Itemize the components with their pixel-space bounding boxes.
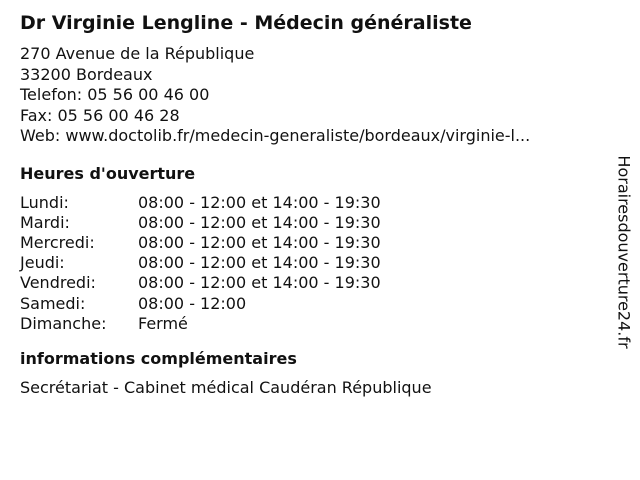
extra-info-text: Secrétariat - Cabinet médical Caudéran République bbox=[20, 377, 432, 397]
hours-day: Samedi: bbox=[20, 293, 86, 313]
hours-time: 08:00 - 12:00 et 14:00 - 19:30 bbox=[138, 273, 381, 293]
hours-heading: Heures d'ouverture bbox=[20, 163, 196, 183]
hours-row bbox=[20, 233, 381, 253]
hours-time: 08:00 - 12:00 et 14:00 - 19:30 bbox=[138, 253, 381, 273]
hours-time: Fermé bbox=[138, 313, 188, 333]
hours-row bbox=[20, 273, 381, 293]
hours-row bbox=[20, 193, 381, 213]
hours-day: Jeudi: bbox=[20, 253, 65, 273]
address-line-1: 270 Avenue de la République bbox=[20, 44, 255, 63]
hours-row bbox=[20, 294, 381, 314]
extra-info-heading: informations complémentaires bbox=[20, 348, 297, 368]
doctor-card bbox=[20, 10, 600, 398]
hours-time: 08:00 - 12:00 et 14:00 - 19:30 bbox=[138, 192, 381, 212]
hours-day: Mardi: bbox=[20, 212, 70, 232]
hours-day: Dimanche: bbox=[20, 313, 107, 333]
hours-row bbox=[20, 314, 381, 334]
website-link[interactable]: Web: www.doctolib.fr/medecin-generaliste/bordeaux/virginie-l... bbox=[20, 126, 531, 145]
hours-time: 08:00 - 12:00 bbox=[138, 293, 247, 313]
hours-day: Mercredi: bbox=[20, 232, 95, 252]
phone: Telefon: 05 56 00 46 00 bbox=[20, 85, 210, 104]
hours-row bbox=[20, 213, 381, 233]
hours-time: 08:00 - 12:00 et 14:00 - 19:30 bbox=[138, 212, 381, 232]
contact-block bbox=[20, 44, 600, 147]
fax: Fax: 05 56 00 46 28 bbox=[20, 105, 180, 125]
hours-time: 08:00 - 12:00 et 14:00 - 19:30 bbox=[138, 232, 381, 252]
address-line-2: 33200 Bordeaux bbox=[20, 64, 153, 84]
hours-day: Lundi: bbox=[20, 192, 69, 212]
page-title: Dr Virginie Lengline - Médecin généraliste bbox=[20, 12, 472, 34]
hours-row bbox=[20, 253, 381, 273]
hours-day: Vendredi: bbox=[20, 273, 96, 293]
site-watermark: Horairesdouverture24.fr bbox=[614, 155, 634, 349]
hours-table bbox=[20, 193, 381, 334]
